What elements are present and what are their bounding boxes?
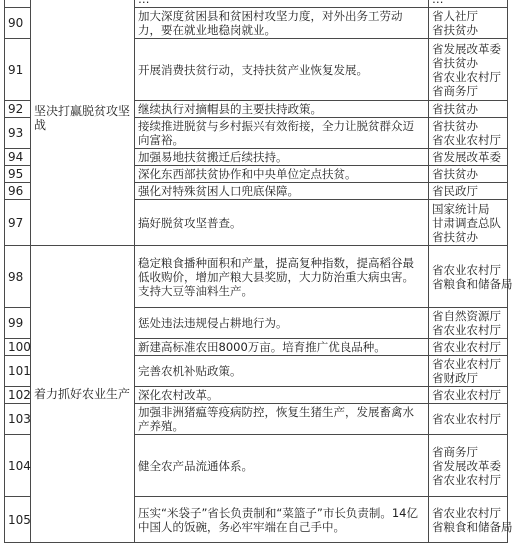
measure-text: 接续推进脱贫与乡村振兴有效衔接，全力让脱贫群众迈向富裕。 <box>135 118 429 149</box>
measure-text: 深化东西部扶贫协作和中央单位定点扶贫。 <box>135 166 429 183</box>
measure-text <box>135 0 429 8</box>
dept-cell <box>429 246 513 308</box>
dept-name: 省商务厅 <box>432 444 478 459</box>
dept-cell <box>429 497 513 543</box>
dept-cell <box>429 308 508 339</box>
dept-cell <box>429 166 508 183</box>
dept-name: 省农业农村厅 <box>432 69 501 84</box>
measure-text: 压实“米袋子”省长负责制和“菜篮子”市长负责制。14亿中国人的饭碗，务必牢牢端在自己手中。 <box>135 497 429 543</box>
dept-cell <box>429 118 508 149</box>
measure-text: 惩处违法违规侵占耕地行为。 <box>135 308 429 339</box>
row-number: 94 <box>5 149 31 166</box>
row-number: 104 <box>5 435 31 497</box>
row-number: 98 <box>5 246 31 308</box>
row-number: 90 <box>5 8 31 39</box>
dept-name: 甘肃调查总队 <box>432 215 501 230</box>
measure-text: 稳定粮食播种面积和产量，提高复种指数，提高稻谷最低收购价，增加产粮大县奖励，大力防治重大病虫害。支持大豆等油料生产。 <box>135 246 429 308</box>
table-row <box>5 246 508 308</box>
measure-text: 加强易地扶贫搬迁后续扶持。 <box>135 149 429 166</box>
row-number: 92 <box>5 101 31 118</box>
row-number <box>5 0 31 8</box>
measure-text: 深化农村改革。 <box>135 387 429 404</box>
dept-cell <box>429 404 508 435</box>
measure-text: 强化对特殊贫困人口兜底保障。 <box>135 183 429 200</box>
measure-text: 完善农机补贴政策。 <box>135 356 429 387</box>
dept-name: 省农业农村厅 <box>432 505 501 520</box>
dept-cell <box>429 0 508 8</box>
dept-name: 省农业农村厅 <box>432 133 501 147</box>
measure-text: 健全农产品流通体系。 <box>135 435 429 497</box>
row-number: 99 <box>5 308 31 339</box>
dept-name: 省粮食和储备局 <box>432 276 513 291</box>
dept-name: 省农业农村厅 <box>432 340 501 354</box>
dept-name: 省农业农村厅 <box>432 388 501 402</box>
dept-name: 省农业农村厅 <box>432 472 501 487</box>
category-label: 坚决打赢脱贫攻坚战 <box>34 104 131 132</box>
dept-name: 国家统计局 <box>432 201 490 216</box>
dept-name: 省财政厅 <box>432 371 478 385</box>
dept-name: 省扶贫办 <box>432 167 478 181</box>
dept-name: 省农业农村厅 <box>432 262 501 277</box>
category-cell <box>31 246 135 543</box>
row-number: 105 <box>5 497 31 543</box>
row-number: 97 <box>5 200 31 246</box>
dept-name: 省民政厅 <box>432 184 478 198</box>
row-number: 100 <box>5 339 31 356</box>
row-number: 91 <box>5 39 31 101</box>
dept-cell <box>429 8 508 39</box>
measure-text: 加大深度贫困县和贫困村攻坚力度，对外出务工劳动力，要在就业地稳岗就业。 <box>135 8 429 39</box>
dept-name: 省商务厅 <box>432 83 478 98</box>
measure-text: 继续执行对摘帽县的主要扶持政策。 <box>135 101 429 118</box>
dept-name: 省农业农村厅 <box>432 323 501 337</box>
dept-name: 省发展改革委 <box>432 41 501 56</box>
dept-cell <box>429 149 508 166</box>
dept-name: 省自然资源厅 <box>432 309 501 323</box>
row-number: 95 <box>5 166 31 183</box>
dept-cell <box>429 435 508 497</box>
measures-table <box>4 0 513 543</box>
table-row <box>5 0 508 8</box>
category-cell <box>31 0 135 246</box>
measure-text: 新建高标准农田8000万亩。培育推广优良品种。 <box>135 339 429 356</box>
row-number: 93 <box>5 118 31 149</box>
row-number: 103 <box>5 404 31 435</box>
dept-name: 省农业农村厅 <box>432 412 501 426</box>
dept-name: 省扶贫办 <box>432 119 478 133</box>
measure-text: 加强非洲猪瘟等疫病防控，恢复生猪生产，发展畜禽水产养殖。 <box>135 404 429 435</box>
dept-name: 省发展改革委 <box>432 150 501 164</box>
dept-name: 省人社厅 <box>432 9 478 23</box>
dept-cell <box>429 183 508 200</box>
dept-cell <box>429 200 508 246</box>
measure-text: 开展消费扶贫行动，支持扶贫产业恢复发展。 <box>135 39 429 101</box>
dept-name: 省扶贫办 <box>432 229 478 244</box>
measure-text: 搞好脱贫攻坚普查。 <box>135 200 429 246</box>
dept-name: 省扶贫办 <box>432 55 478 70</box>
dept-name: 省农业农村厅 <box>432 357 501 371</box>
row-number: 102 <box>5 387 31 404</box>
dept-cell <box>429 101 508 118</box>
category-label: 着力抓好农业生产 <box>34 387 131 401</box>
dept-name: 省粮食和储备局 <box>432 519 513 534</box>
dept-name: 省发展改革委 <box>432 458 501 473</box>
row-number: 96 <box>5 183 31 200</box>
dept-name <box>432 0 504 6</box>
dept-name: 省扶贫办 <box>432 102 478 116</box>
row-number: 101 <box>5 356 31 387</box>
dept-cell <box>429 339 508 356</box>
dept-cell <box>429 39 508 101</box>
dept-cell <box>429 387 508 404</box>
dept-name: 省扶贫办 <box>432 23 478 37</box>
dept-cell <box>429 356 508 387</box>
